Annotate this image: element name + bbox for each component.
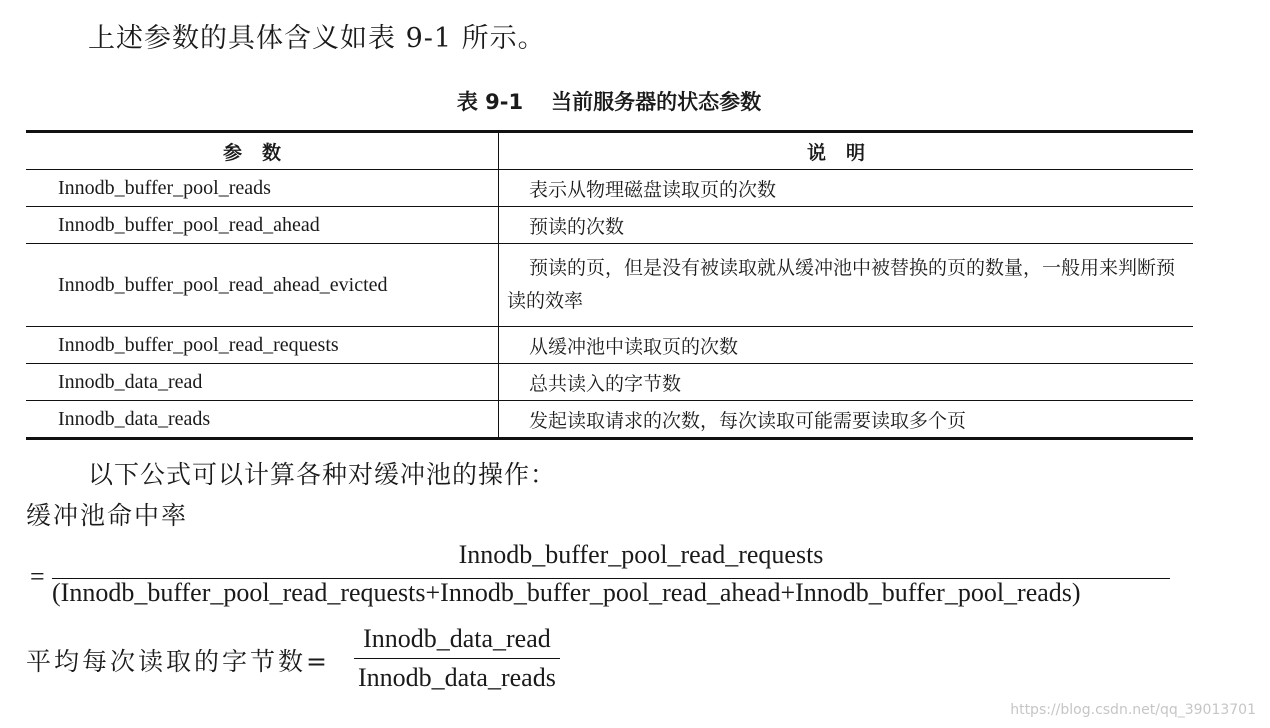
param-name: Innodb_data_read bbox=[26, 364, 499, 401]
avg-bytes-numerator: Innodb_data_read bbox=[354, 624, 560, 659]
avg-bytes-label: 平均每次读取的字节数= bbox=[26, 647, 330, 676]
param-description: 预读的页，但是没有被读取就从缓冲池中被替换的页的数量，一般用来判断预读的效率 bbox=[507, 257, 1176, 312]
intro-paragraph: 上述参数的具体含义如表 9-1 所示。 bbox=[88, 23, 546, 54]
watermark: https://blog.csdn.net/qq_39013701 bbox=[1010, 702, 1256, 718]
table-row bbox=[26, 244, 1193, 327]
table-header-row bbox=[26, 132, 1193, 170]
table-row bbox=[26, 401, 1193, 439]
hit-rate-denominator: (Innodb_buffer_pool_read_requests+Innodb_buffer_pool_read_ahead+Innodb_buffer_pool_reads) bbox=[52, 578, 1081, 607]
param-description: 发起读取请求的次数，每次读取可能需要读取多个页 bbox=[529, 409, 967, 432]
param-description: 从缓冲池中读取页的次数 bbox=[529, 335, 739, 358]
param-name: Innodb_data_reads bbox=[26, 401, 499, 439]
status-params-table bbox=[26, 130, 1193, 440]
avg-bytes-fraction bbox=[354, 624, 560, 693]
param-description: 预读的次数 bbox=[529, 215, 625, 238]
param-name: Innodb_buffer_pool_read_ahead_evicted bbox=[26, 244, 499, 327]
table-caption bbox=[0, 86, 1218, 116]
table-caption-number: 表 9-1 bbox=[456, 90, 524, 114]
avg-bytes-denominator: Innodb_data_reads bbox=[358, 663, 556, 692]
header-param: 参数 bbox=[26, 132, 499, 170]
header-description: 说明 bbox=[806, 141, 885, 164]
param-name: Innodb_buffer_pool_read_requests bbox=[26, 327, 499, 364]
hit-rate-equals: = bbox=[30, 562, 45, 591]
param-name: Innodb_buffer_pool_read_ahead bbox=[26, 207, 499, 244]
table-row bbox=[26, 364, 1193, 401]
table-caption-title: 当前服务器的状态参数 bbox=[551, 90, 762, 114]
table-row bbox=[26, 327, 1193, 364]
formula-intro: 以下公式可以计算各种对缓冲池的操作： bbox=[88, 460, 557, 489]
table-row bbox=[26, 207, 1193, 244]
param-name: Innodb_buffer_pool_reads bbox=[26, 170, 499, 207]
param-description: 总共读入的字节数 bbox=[529, 372, 682, 395]
hit-rate-label: 缓冲池命中率 bbox=[26, 501, 189, 530]
param-description: 表示从物理磁盘读取页的次数 bbox=[529, 178, 777, 201]
table-row bbox=[26, 170, 1193, 207]
hit-rate-numerator: Innodb_buffer_pool_read_requests bbox=[458, 540, 824, 569]
